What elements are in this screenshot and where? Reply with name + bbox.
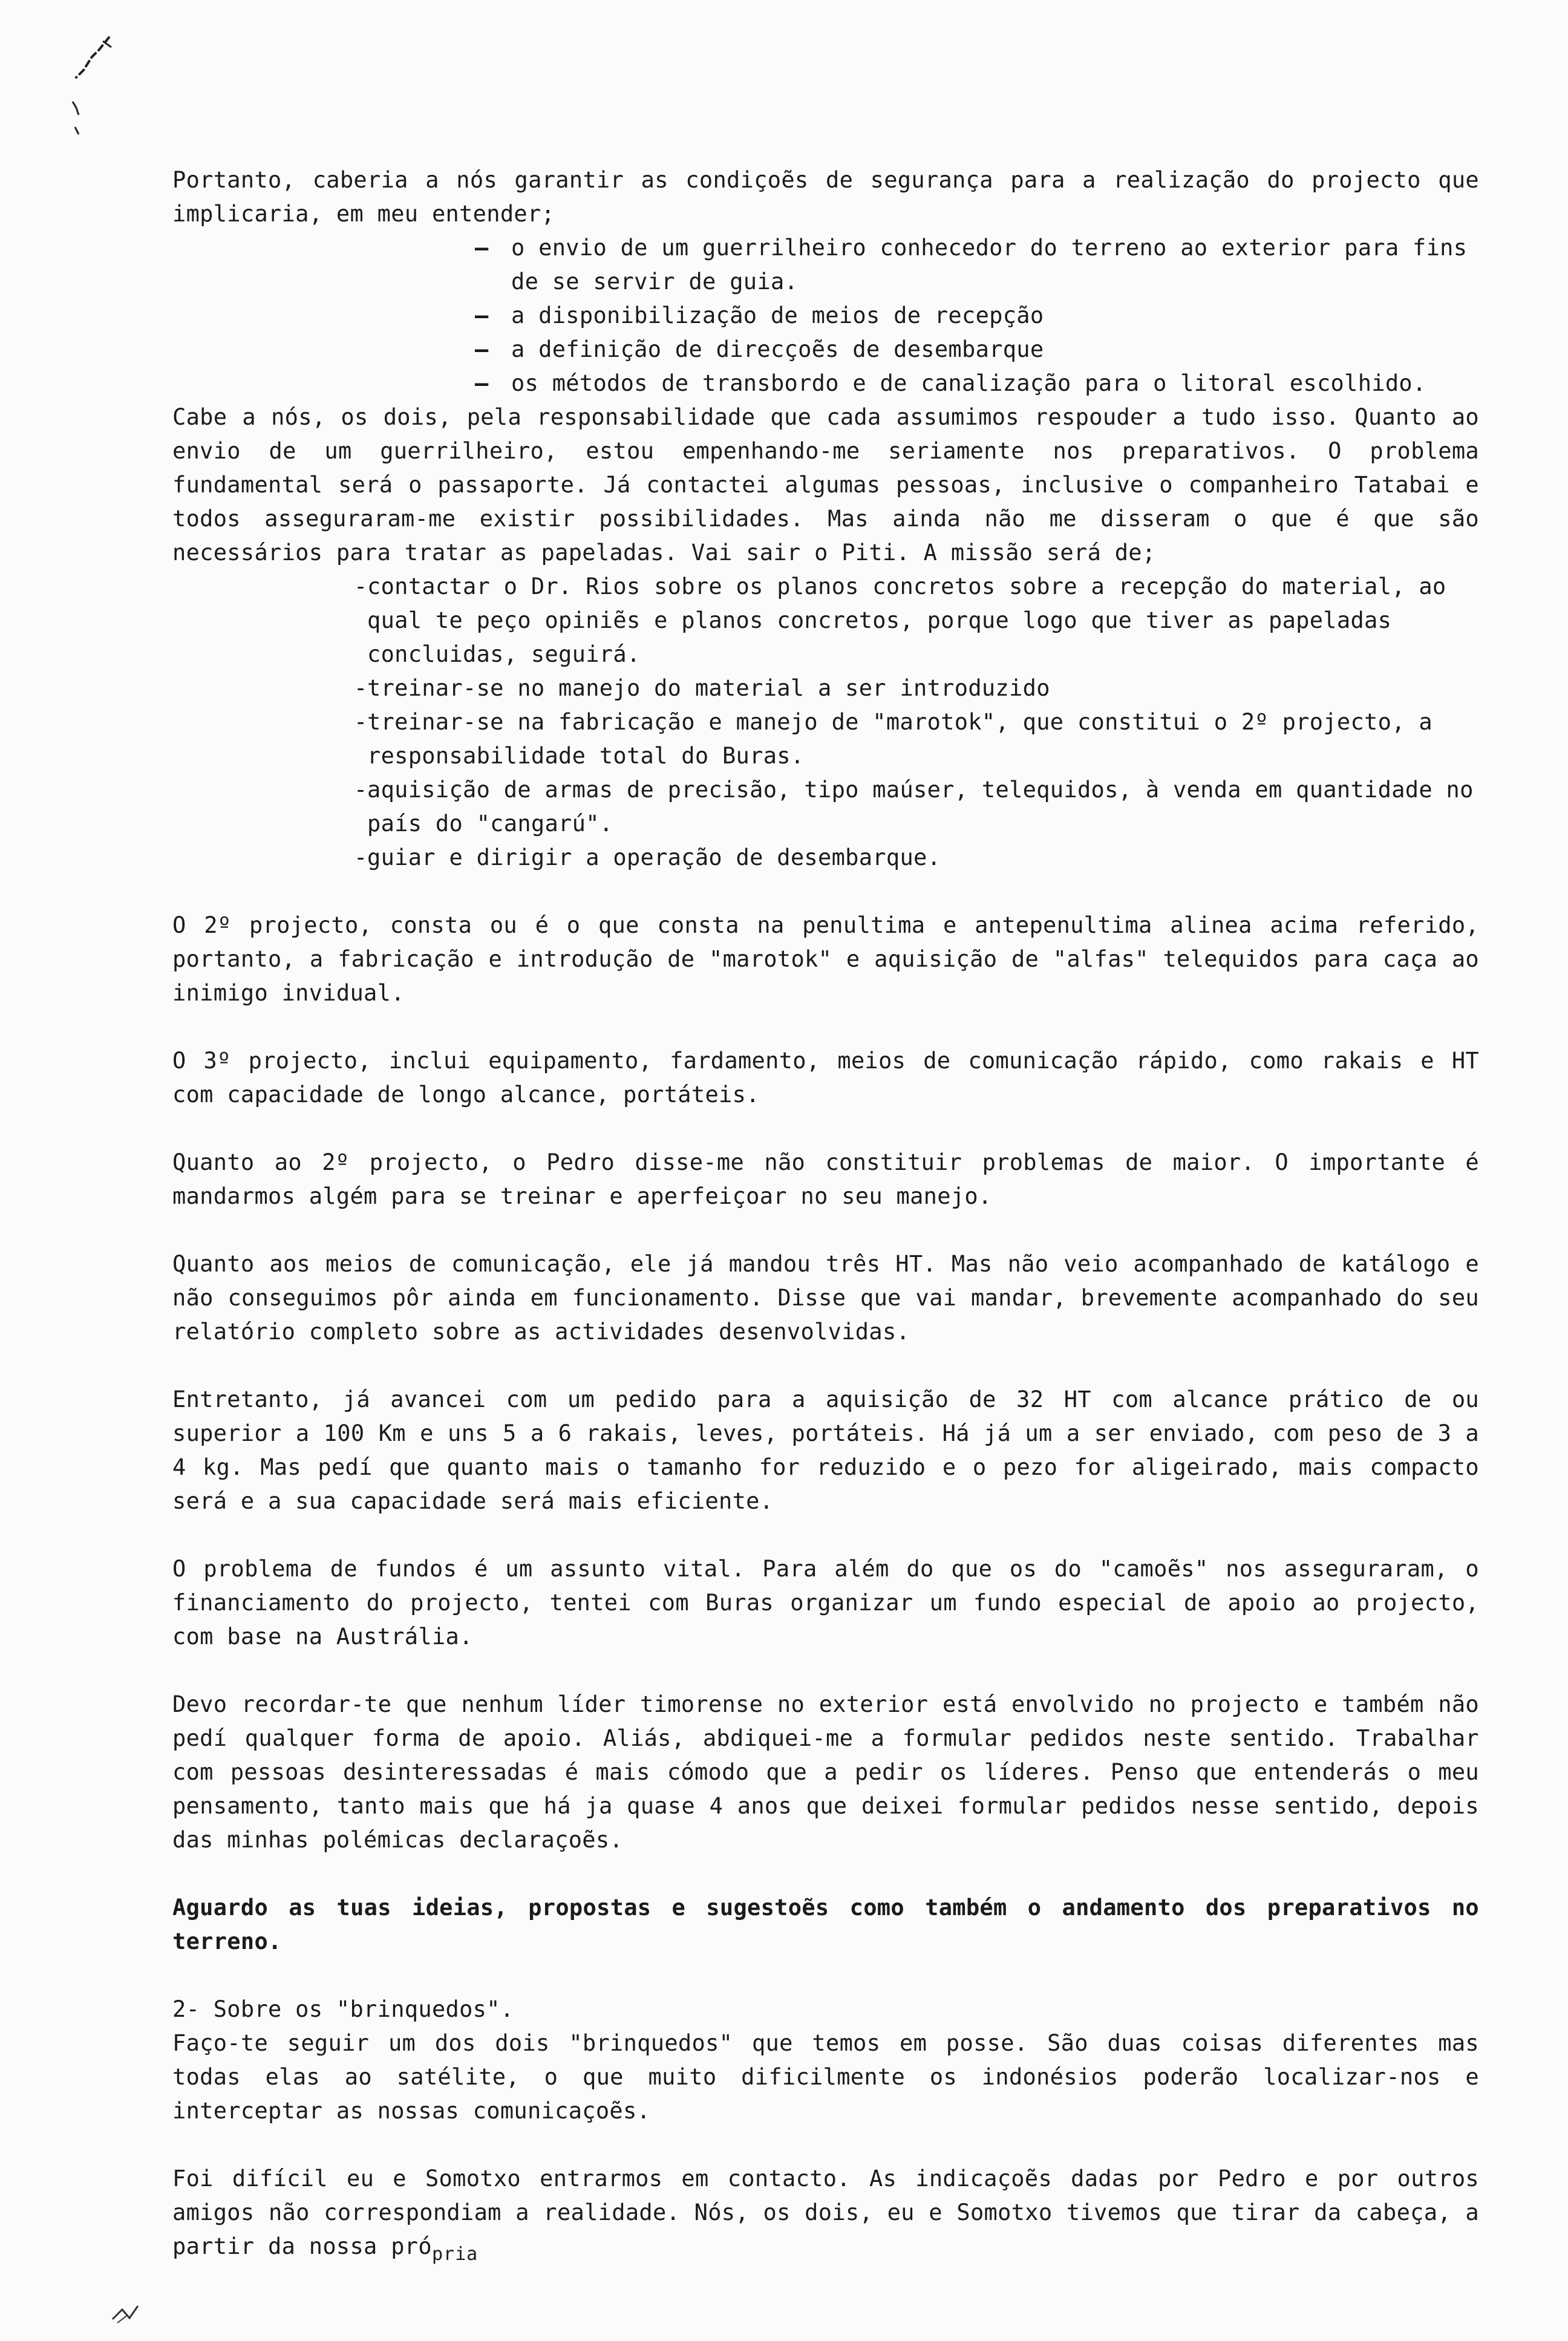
pen-mark-top-left — [36, 30, 121, 139]
condition-item: – o envio de um guerrilheiro conhecedor do terreno ao exterior para fins de se servir de guia. — [475, 231, 1479, 299]
pedro-paragraph: Quanto ao 2º projecto, o Pedro disse-me não constituir problemas de maior. O importante é mandarmos algém para se treinar e aperfeiçoar no seu manejo. — [172, 1149, 1479, 1209]
third-project-paragraph: O 3º projecto, inclui equipamento, fardamento, meios de comunicação rápido, como rakais e HT com capacidade de longo alcance, portáteis. — [172, 1048, 1479, 1108]
mission-item: - aquisição de armas de precisão, tipo maúser, telequidos, à venda em quantidade no país do "cangarú". — [354, 773, 1479, 841]
contact-text: Foi difícil eu e Somotxo entrarmos em contacto. As indicaçoẽs dadas por Pedro e por outros amigos não correspondiam a realidade. Nós, os dois, eu e Somotxo tivemos que tirar da cabeça, a partir da nossa pró — [172, 2166, 1479, 2259]
second-project-paragraph: O 2º projecto, consta ou é o que consta na penultima e antepenultima alinea acima referido, portanto, a fabricação e introdução de "marotok" e aquisição de "alfas" telequidos para caça ao inimigo invidual. — [172, 912, 1479, 1006]
conditions-list — [475, 231, 1479, 400]
mission-item: - guiar e dirigir a operação de desembarque. — [354, 841, 1479, 875]
request-paragraph: Entretanto, já avancei com um pedido para a aquisição de 32 HT com alcance prático de ou superior a 100 Km e uns 5 a 6 rakais, leves, portáteis. Há já um a ser enviado, com peso de 3 a 4 kg. Mas pedí que quanto mais o tamanho for reduzido e o pezo for aligeirado, mais compacto será e a sua capacidade será mais eficiente. — [172, 1386, 1479, 1514]
section-heading: 2- Sobre os "brinquedos". — [172, 1996, 514, 2022]
condition-item: – a disponibilização de meios de recepção — [475, 299, 1479, 333]
communication-paragraph: Quanto aos meios de comunicação, ele já mandou três HT. Mas não veio acompanhado de katálogo e não conseguimos pôr ainda em funcionamento. Disse que vai mandar, brevemente acompanhado do seu relatório completo sobre as actividades desenvolvidas. — [172, 1251, 1479, 1345]
responsibility-paragraph: Cabe a nós, os dois, pela responsabilidade que cada assumimos respouder a tudo isso. Quanto ao envio de um guerrilheiro, estou empenhando-me seriamente nos preparativos. O problema fundamental será o passaporte. Já contactei algumas pessoas, inclusive o companheiro Tatabai e todos asseguraram-me existir possibilidades. Mas ainda não me disseram o que é que são necessários para tratar as papeladas. Vai sair o Piti. A missão será de; — [172, 404, 1479, 566]
mission-item: - treinar-se no manejo do material a ser introduzido — [354, 671, 1479, 705]
condition-item: – os métodos de transbordo e de canalização para o litoral escolhido. — [475, 367, 1479, 400]
mission-item: - contactar o Dr. Rios sobre os planos concretos sobre a recepção do material, ao qual te peço opiniẽs e planos concretos, porque logo que tiver as papeladas concluidas, seguirá. — [354, 570, 1479, 671]
pen-mark-bottom-left — [109, 2299, 151, 2329]
letter-body — [172, 163, 1479, 2271]
mission-list — [354, 570, 1479, 875]
contact-paragraph — [172, 2162, 1479, 2271]
leaders-paragraph: Devo recordar-te que nenhum líder timorense no exterior está envolvido no projecto e também não pedí qualquer forma de apoio. Aliás, abdiquei-me a formular pedidos neste sentido. Trabalhar com pessoas desinteressadas é mais cómodo que a pedir os líderes. Penso que entenderás o meu pensamento, tanto mais que há ja quase 4 anos que deixei formular pedidos nesse sentido, depois das minhas polémicas declaraçoẽs. — [172, 1691, 1479, 1853]
funds-paragraph: O problema de fundos é um assunto vital. Para além do que os do "camoẽs" nos asseguraram, o financiamento do projecto, tentei com Buras organizar um fundo especial de apoio ao projecto, com base na Austrália. — [172, 1556, 1479, 1650]
contact-tail: pria — [431, 2244, 479, 2265]
mission-item: - treinar-se na fabricação e manejo de "marotok", que constitui o 2º projecto, a responsabilidade total do Buras. — [354, 705, 1479, 773]
intro-paragraph: Portanto, caberia a nós garantir as condiçoẽs de segurança para a realização do projecto que implicaria, em meu entender; — [172, 167, 1479, 227]
condition-item: – a definição de direcçoẽs de desembarque — [475, 333, 1479, 367]
toys-paragraph: Faço-te seguir um dos dois "brinquedos" que temos em posse. São duas coisas diferentes mas todas elas ao satélite, o que muito dificilmente os indonésios poderão localizar-nos e interceptar as nossas comunicaçoẽs. — [172, 2030, 1479, 2124]
awaiting-paragraph: Aguardo as tuas ideias, propostas e sugestoẽs como também o andamento dos preparativos no terreno. — [172, 1895, 1479, 1954]
